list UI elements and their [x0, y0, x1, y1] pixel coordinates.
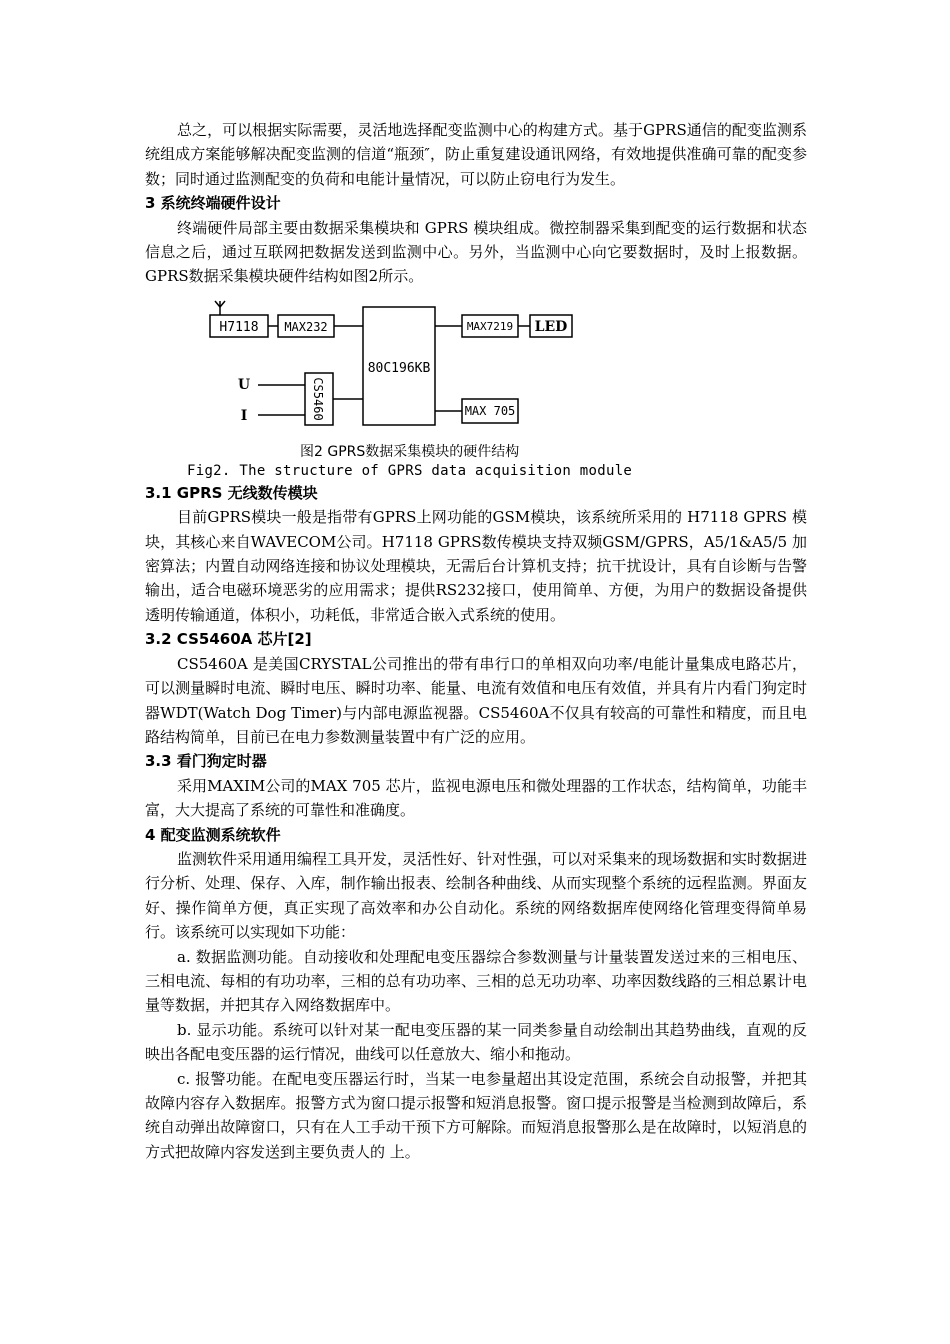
paragraph-hardware: 终端硬件局部主要由数据采集模块和 GPRS 模块组成。微控制器采集到配变的运行数据和状态信息之后，通过互联网把数据发送到监测中心。另外，当监测中心向它要数据时，及时上报数据。GPRS数据采集模块硬件结构如图2所示。: [145, 218, 807, 286]
mcu-label: 80C196KB: [367, 360, 431, 376]
led-label: LED: [534, 318, 568, 335]
max7219-label: MAX7219: [466, 319, 514, 333]
paragraph-cs5460a: CS5460A 是美国CRYSTAL公司推出的带有串行口的单相双向功率/电能计量集成电路芯片，可以测量瞬时电流、瞬时电压、瞬时功率、能量、电流有效值和电压有效值，并具有片内看门狗定时器WDT(Watch Dog Timer)与内部电源监视器。CS5460A不仅具有较高的可靠性和精度，而且电路结构简单，目前已在电力参数测量装置中有广泛的应用。: [145, 654, 807, 746]
paragraph-software: 监测软件采用通用编程工具开发，灵活性好、针对性强，可以对采集来的现场数据和实时数据进行分析、处理、保存、入库，制作输出报表、绘制各种曲线、从而实现整个系统的远程监测。界面友好、操作简单方便，真正实现了高效率和办公自动化。系统的网络数据库使网络化管理变得简单易行。该系统可以实现如下功能：: [145, 849, 808, 942]
max705-label: MAX 705: [464, 403, 516, 418]
section-3-2-heading: 3.2 CS5460A 芯片[2]: [145, 630, 312, 649]
h7118-label: H7118: [219, 319, 259, 335]
figure-caption-cn: 图2 GPRS数据采集模块的硬件结构: [300, 443, 520, 460]
paragraph-function-c: c. 报警功能。在配电变压器运行时，当某一电参量超出其设定范围，系统会自动报警，并把其故障内容存入数据库。报警方式为窗口提示报警和短消息报警。窗口提示报警是当检测到故障后，系统自动弹出故障窗口，只有在人工手动干预下方可解除。而短消息报警那么是在故障时，以短消息的方式把故障内容发送到主要负责人的 上。: [145, 1069, 807, 1161]
page-body: [145, 118, 807, 1164]
section-3-1-heading: 3.1 GPRS 无线数传模块: [145, 483, 318, 502]
max232-label: MAX232: [284, 319, 328, 334]
section-4-heading: 4 配变监测系统软件: [145, 825, 281, 844]
figure-caption-en: Fig2. The structure of GPRS data acquisition module: [187, 462, 633, 479]
i-label: I: [240, 407, 248, 424]
block-diagram: [0, 291, 950, 441]
figure-2: [145, 291, 807, 481]
paragraph-summary: 总之，可以根据实际需要，灵活地选择配变监测中心的构建方式。基于GPRS通信的配变监测系统组成方案能够解决配变监测的信道“瓶颈″，防止重复建设通讯网络，有效地提供准确可靠的配变参数；同时通过监测配变的负荷和电能计量情况，可以防止窃电行为发生。: [145, 121, 807, 188]
paragraph-gprs: 目前GPRS模块一般是指带有GPRS上网功能的GSM模块，该系统所采用的 H7118 GPRS 模块，其核心来自WAVECOM公司。H7118 GPRS数传模块支持双频GSM/GPRS，A5/1&A5/5 加密算法；内置自动网络连接和协议处理模块，无需后台计算机支持；抗干扰设计，具有自诊断与告警输出，适合电磁环境恶劣的应用需求；提供RS232接口，使用简单、方便，为用户的数据设备提供透明传输通道，体积小，功耗低，非常适合嵌入式系统的使用。: [145, 508, 807, 624]
paragraph-function-a: a. 数据监测功能。自动接收和处理配电变压器综合参数测量与计量装置发送过来的三相电压、三相电流、每相的有功功率，三相的总有功功率、三相的总无功功率、功率因数线路的三相总累计电量等数据，并把其存入网络数据库中。: [145, 947, 807, 1015]
paragraph-function-b: b. 显示功能。系统可以针对某一配电变压器的某一同类参量自动绘制出其趋势曲线，直观的反映出各配电变压器的运行情况，曲线可以任意放大、缩小和拖动。: [145, 1020, 807, 1064]
section-3-3-heading: 3.3 看门狗定时器: [145, 752, 267, 771]
antenna-icon: [215, 301, 225, 315]
section-3-heading: 3 系统终端硬件设计: [145, 194, 281, 213]
u-label: U: [237, 376, 251, 393]
cs5460-label: CS5460: [311, 377, 325, 421]
paragraph-watchdog: 采用MAXIM公司的MAX 705 芯片，监视电源电压和微处理器的工作状态，结构简单，功能丰富，大大提高了系统的可靠性和准确度。: [145, 776, 807, 820]
